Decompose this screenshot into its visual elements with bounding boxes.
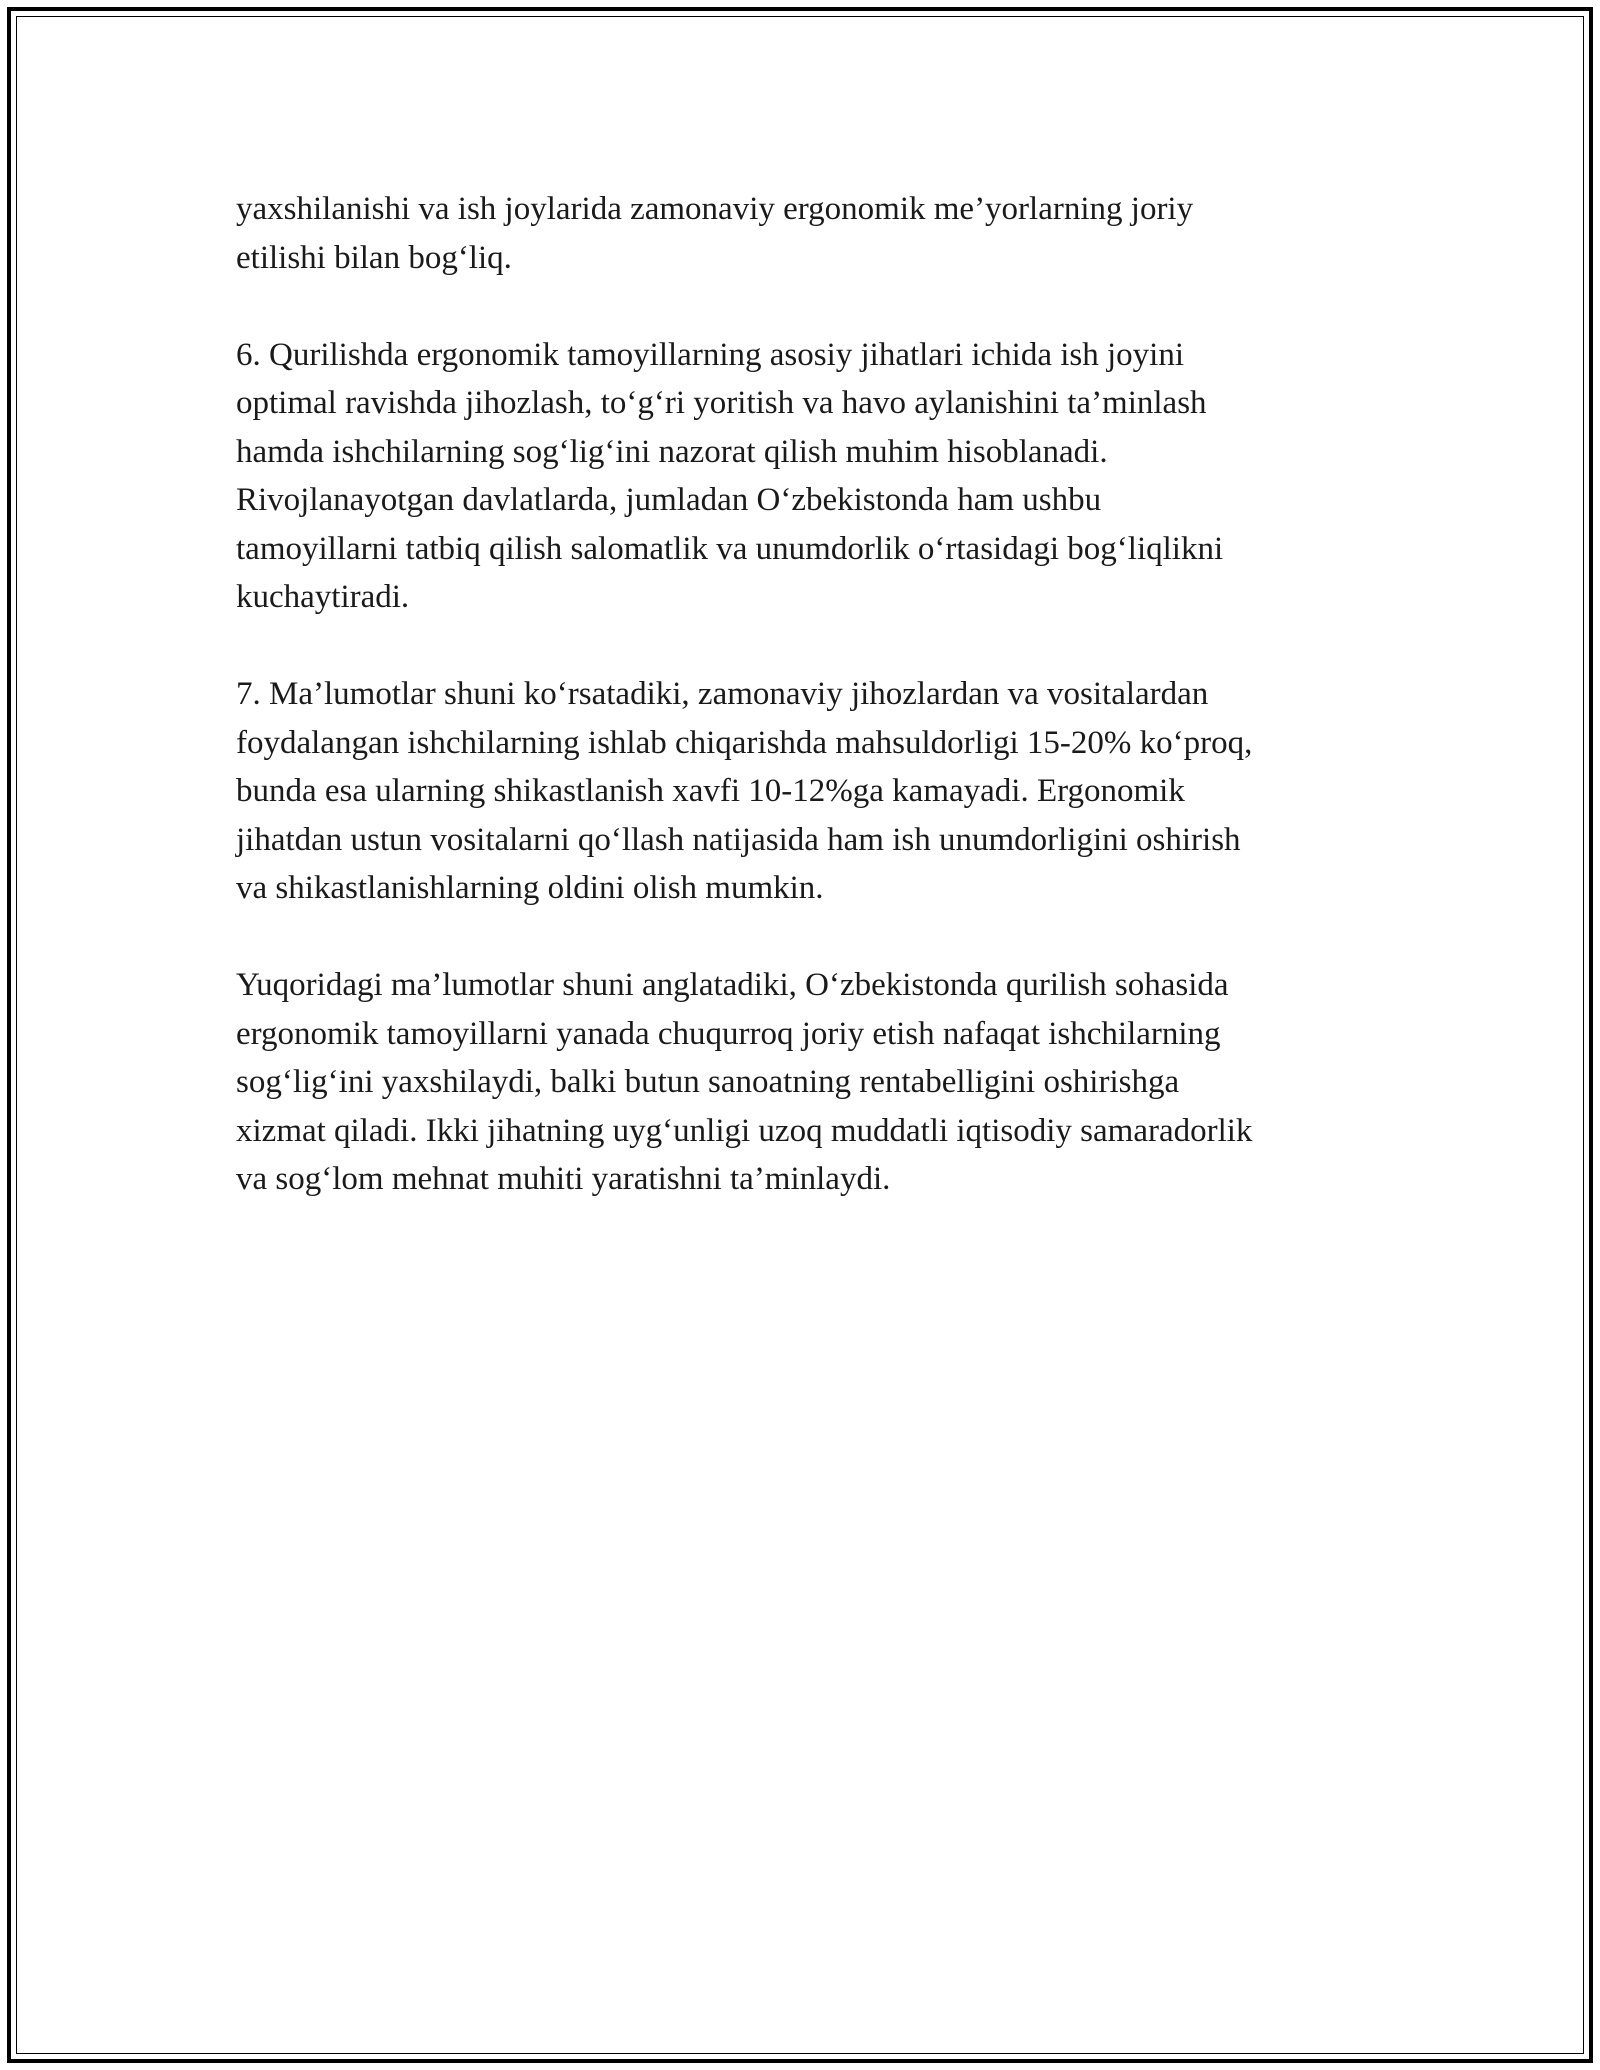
paragraph-point-6: 6. Qurilishda ergonomik tamoyillarning asosiy jihatlari ichida ish joyini optimal ravishda jihozlash, to‘g‘ri yoritish va havo aylanishini ta’minlash hamda ishchilarning sog‘lig‘ini nazorat qilish muhim hisoblanadi. Rivojlanayotgan davlatlarda, jumladan O‘zbekistonda ham ushbu tamoyillarni tatbiq qilish salomatlik va unumdorlik o‘rtasidagi bog‘liqlikni kuchaytiradi. <box>236 336 1224 615</box>
paragraph-conclusion: Yuqoridagi ma’lumotlar shuni anglatadiki, O‘zbekistonda qurilish sohasida ergonomik tamoyillarni yanada chuqurroq joriy etish nafaqat ishchilarning sog‘lig‘ini yaxshilaydi, balki butun sanoatning rentabelligini oshirishga xizmat qiladi. Ikki jihatning uyg‘unligi uzoq muddatli iqtisodiy samaradorlik va sog‘lom mehnat muhiti yaratishni ta’minlaydi. <box>236 967 1253 1197</box>
paragraph-continuation: yaxshilanishi va ish joylarida zamonaviy ergonomik me’yorlarning joriy etilishi bilan bog‘liq. <box>236 191 1194 276</box>
document-body <box>236 185 1386 1252</box>
paragraph-point-7: 7. Ma’lumotlar shuni ko‘rsatadiki, zamonaviy jihozlardan va vositalardan foydalangan ishchilarning ishlab chiqarishda mahsuldorligi 15-20% ko‘proq, bunda esa ularning shikastlanish xavfi 10-12%ga kamayadi. Ergonomik jihatdan ustun vositalarni qo‘llash natijasida ham ish unumdorligini oshirish va shikastlanishlarning oldini olish mumkin. <box>236 676 1253 906</box>
